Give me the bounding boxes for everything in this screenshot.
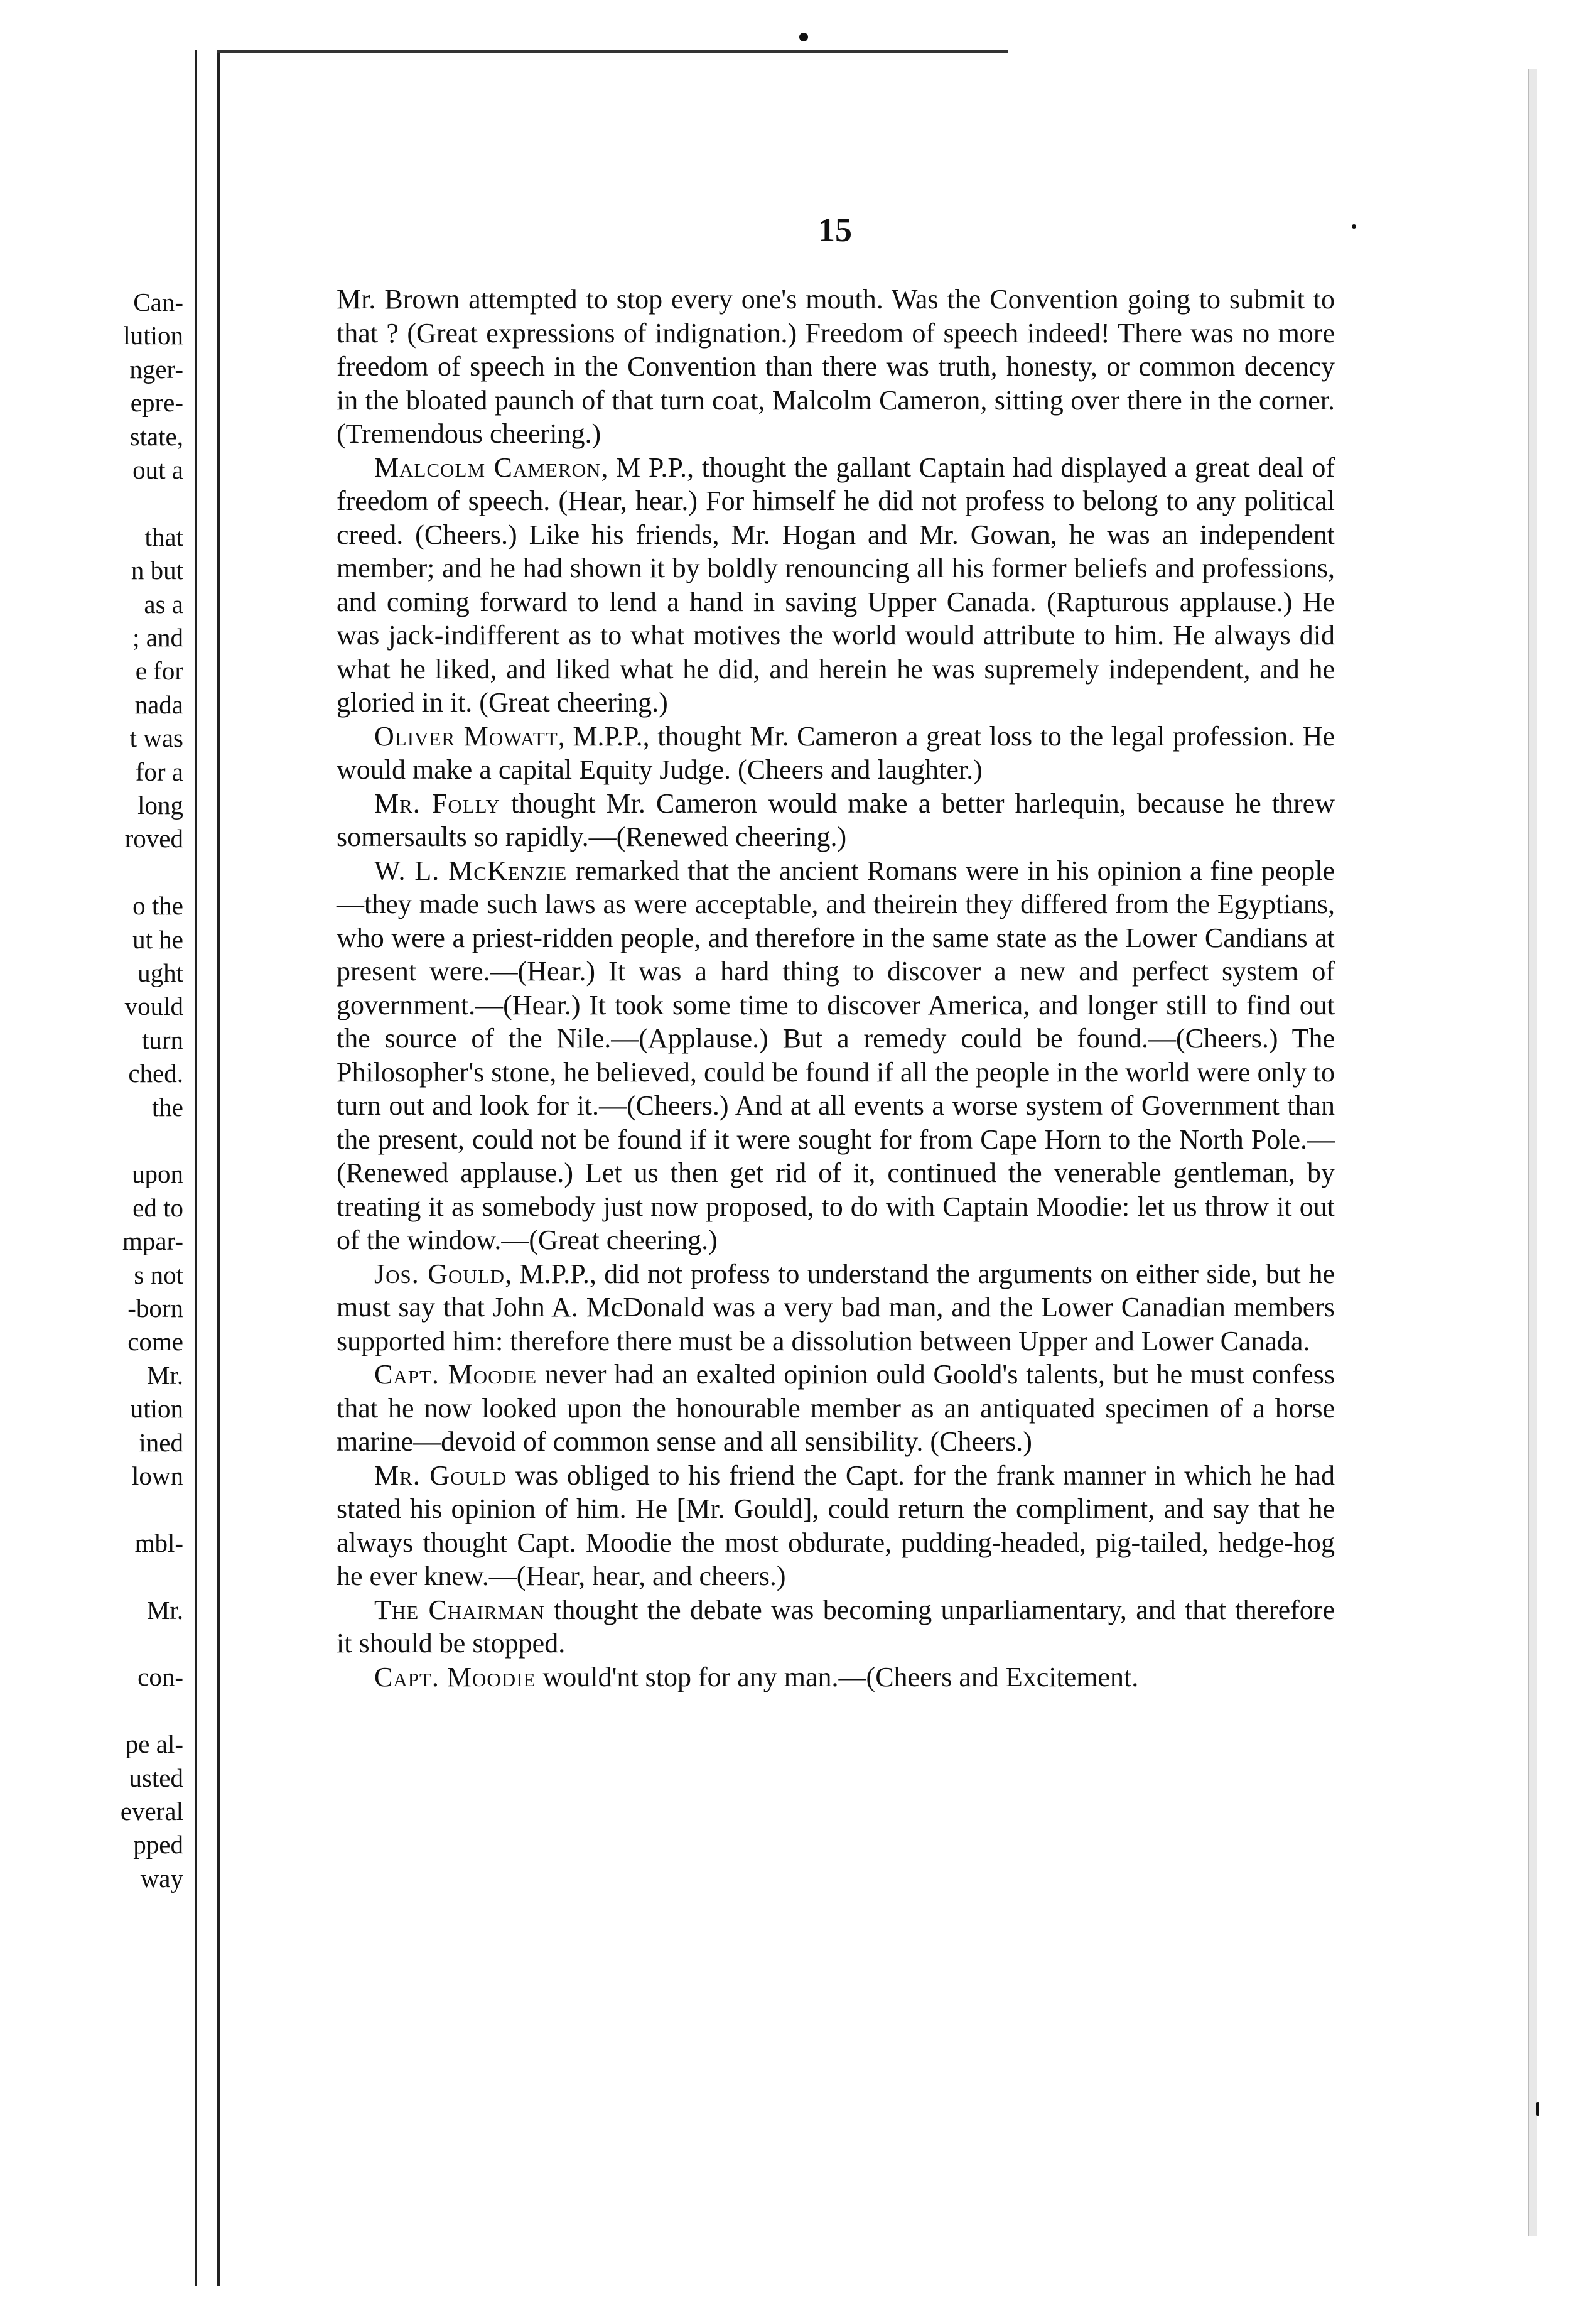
speaker-name: Oliver Mowatt (374, 720, 558, 752)
paragraph (337, 1358, 1335, 1459)
facing-page-line: o the (132, 891, 183, 921)
facing-page-line: ught (137, 958, 183, 987)
facing-page-line: pped (133, 1830, 183, 1859)
page-body (337, 283, 1335, 1694)
facing-page-line: ut he (132, 924, 183, 954)
facing-page-line: ution (130, 1394, 183, 1424)
facing-page-line: mpar- (122, 1226, 183, 1256)
facing-page-line: lution (123, 321, 183, 350)
facing-page-line: state, (129, 421, 183, 451)
facing-page-line: upon (132, 1159, 183, 1189)
facing-page-line: mbl- (134, 1528, 183, 1557)
ink-speck (1536, 2102, 1539, 2116)
speaker-name: Mr. Folly (374, 788, 500, 819)
facing-page-line: epre- (130, 388, 183, 418)
facing-page-line: nada (134, 690, 183, 719)
speaker-name: The Chairman (374, 1594, 545, 1625)
facing-page-line: nger- (129, 354, 183, 384)
paragraph (337, 1660, 1335, 1694)
facing-page-line: turn (141, 1025, 183, 1054)
facing-page-line: t was (129, 723, 183, 753)
page-right-edge (1528, 69, 1537, 2236)
paragraph-text: thought Mr. Cameron would make a better harlequin, because he threw somersaults so rapidly.—(Renewed cheering.) (337, 788, 1335, 852)
paragraph-text: , M P.P., thought the gallant Captain had displayed a great deal of freedom of speech. (Hear, hear.) For himself he did not profess to belong to any political creed. (Cheers.) Like his friends, Mr. Hogan and Mr. Gowan, he was an independent member; and he had shown it by boldly renouncing all his former beliefs and professions, and coming forward to lend a hand in saving Upper Canada. (Rapturous applause.) He was jack-indifferent as to what motives the world would attribute to him. He always did what he liked, and liked what he did, and herein he was supremely independent, and he gloried in it. (Great cheering.) (337, 452, 1335, 718)
speaker-name: Malcolm Cameron (374, 452, 601, 483)
paragraph (337, 1459, 1335, 1593)
facing-page-line: -born (127, 1294, 183, 1323)
paragraph (337, 787, 1335, 854)
paragraph (337, 283, 1335, 451)
speaker-name: Capt. Moodie (374, 1359, 537, 1390)
speaker-name: Mr. Gould (374, 1459, 507, 1491)
paragraph-text: thought the debate was becoming unparliamentary, and that therefore it should be stopped. (337, 1594, 1335, 1659)
facing-page-line: the (151, 1092, 183, 1122)
paragraph (337, 1593, 1335, 1660)
speaker-name: Jos. Gould (374, 1258, 505, 1289)
facing-page-line: everal (120, 1797, 183, 1826)
facing-page-line: roved (124, 824, 183, 853)
speaker-name: Capt. Moodie (374, 1661, 536, 1692)
facing-page-line: pe al- (125, 1730, 183, 1759)
paragraph-text: remarked that the ancient Romans were in his opinion a fine people—they made such laws as were acceptable, and theirein they differed from the Egyptians, who were a priest-ridden people, and therefore in the same state as the Lower Candians at present were.—(Hear.) It was a hard thing to discover a new and perfect system of government.—(Hear.) It took some time to discover America, and longer still to find out the source of the Nile.—(Applause.) But a remedy could be found.—(Cheers.) The Philosopher's stone, he believed, could be found if all the people in the world were only to turn out and look for it.—(Cheers.) And at all events a worse system of Government than the present, could not be found if it were sought for from Cape Horn to the North Pole.—(Renewed applause.) Let us then get rid of it, continued the venerable gentleman, by treating it as somebody just now proposed, to do with Captain Moodie: let us throw it out of the window.—(Great cheering.) (337, 855, 1335, 1255)
paragraph-text: was obliged to his friend the Capt. for the frank manner in which he had stated his opinion of him. He [Mr. Gould], could return the compliment, and say that he always thought Capt. Moodie the most obdurate, pudding-headed, pig-tailed, hedge-hog he ever knew.—(Hear, hear, and cheers.) (337, 1459, 1335, 1591)
paragraph (337, 854, 1335, 1257)
facing-page-line: Mr. (146, 1360, 183, 1390)
facing-page-line: out a (132, 455, 183, 484)
facing-page-line: s not (134, 1260, 183, 1289)
facing-page-line: n but (131, 556, 183, 585)
page-number: 15 (818, 211, 852, 249)
facing-page-line: ed to (132, 1193, 183, 1222)
paragraph-text: , M.P.P., did not profess to understand the arguments on either side, but he must say that John A. McDonald was a very bad man, and the Lower Canadian members supported him: therefore there must be a dissolution between Upper and Lower Canada. (337, 1258, 1335, 1356)
paragraph (337, 451, 1335, 720)
facing-page-line: for a (135, 757, 183, 786)
page-left-edge (217, 50, 220, 2286)
facing-page-line: as a (144, 589, 183, 619)
facing-page-line: ched. (128, 1059, 183, 1088)
paragraph (337, 1257, 1335, 1358)
paragraph-text: never had an exalted opinion ould Goold's talents, but he must confess that he now looked upon the honourable member as an antiquated specimen of a horse marine—devoid of common sense and all sensibility. (Cheers.) (337, 1359, 1335, 1457)
facing-page-line: way (140, 1863, 183, 1893)
facing-page-line: Can- (133, 288, 183, 317)
facing-page-edge (195, 50, 197, 2286)
facing-page-line: ined (139, 1427, 183, 1457)
facing-page-line: usted (129, 1763, 183, 1792)
paragraph-text: would'nt stop for any man.—(Cheers and Excitement. (536, 1661, 1139, 1692)
facing-page-line: long (137, 791, 183, 820)
speaker-name: W. L. McKenzie (374, 855, 568, 886)
facing-page-line: ; and (132, 623, 183, 652)
paragraph-text: , M.P.P., thought Mr. Cameron a great loss to the legal profession. He would make a capital Equity Judge. (Cheers and laughter.) (337, 720, 1335, 785)
facing-page-line: that (144, 522, 183, 551)
page-top-edge (217, 50, 1008, 53)
facing-page-line: lown (132, 1461, 183, 1490)
facing-page-line: e for (135, 656, 183, 686)
facing-page-line: come (127, 1327, 183, 1356)
facing-page-line: con- (137, 1662, 183, 1692)
facing-page-line: Mr. (146, 1595, 183, 1625)
ink-speck (1352, 224, 1356, 229)
paragraph (337, 720, 1335, 787)
facing-page-line: vould (124, 992, 183, 1021)
facing-page-fragment (0, 50, 188, 2286)
ink-speck (799, 33, 808, 41)
paragraph-text: Mr. Brown attempted to stop every one's mouth. Was the Convention going to submit to that ? (Great expressions of indignation.) Freedom of speech indeed! There was no more freedom of speech in the Convention than there was truth, honesty, or common decency in the bloated paunch of that turn coat, Malcolm Cameron, sitting over there in the corner. (Tremendous cheering.) (337, 284, 1335, 449)
